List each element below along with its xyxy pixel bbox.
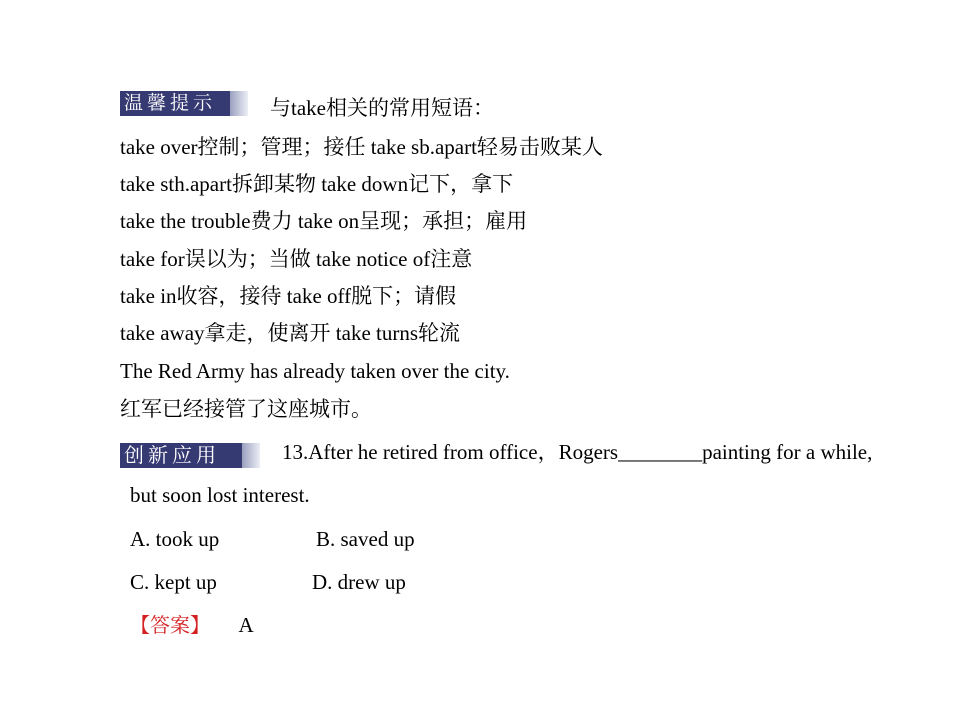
option-c: C. kept up (130, 570, 217, 594)
option-d: D. drew up (312, 570, 406, 594)
example-sentence-zh: 红军已经接管了这座城市。 (120, 397, 372, 421)
phrase-line-3: take the trouble费力 take on呈现；承担；雇用 (120, 209, 528, 233)
answer-value: A (238, 613, 254, 637)
answer-row (130, 612, 254, 638)
hint-tag: 温馨提示 (120, 91, 230, 116)
answer-label: 【答案】 (130, 613, 210, 637)
question-line-2: but soon lost interest. (130, 483, 310, 507)
phrase-line-2: take sth.apart拆卸某物 take down记下，拿下 (120, 172, 514, 196)
phrase-line-6: take away拿走，使离开 take turns轮流 (120, 321, 461, 345)
exercise-tag: 创新应用 (120, 443, 242, 468)
hint-intro: 与take相关的常用短语： (270, 96, 494, 120)
phrase-line-5: take in收容，接待 take off脱下；请假 (120, 284, 457, 308)
question-line-1: 13.After he retired from office，Rogers________painting for a while, (282, 440, 873, 464)
option-a: A. took up (130, 527, 220, 551)
phrase-line-1: take over控制；管理；接任 take sb.apart轻易击败某人 (120, 135, 603, 159)
example-sentence-en: The Red Army has already taken over the city. (120, 359, 510, 383)
option-b: B. saved up (316, 527, 415, 551)
phrase-line-4: take for误以为；当做 take notice of注意 (120, 247, 473, 271)
